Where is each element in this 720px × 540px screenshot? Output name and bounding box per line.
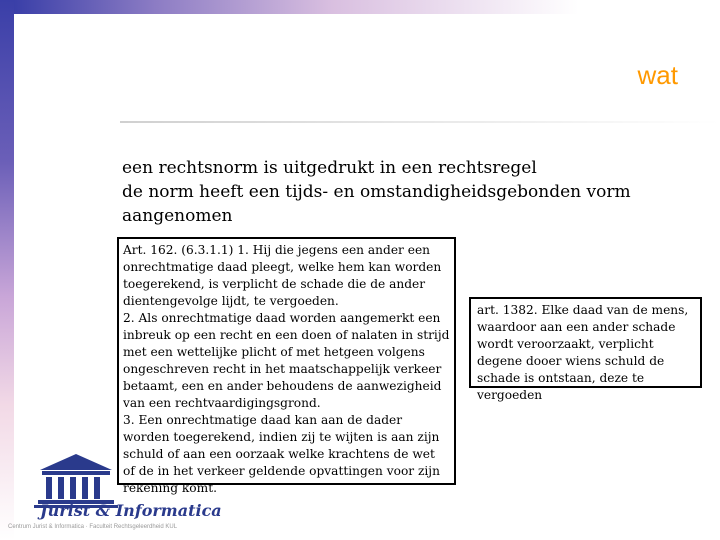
classical-building-icon <box>16 448 226 526</box>
intro-line: de norm heeft een tijds- en omstandigheidsgebonden vorm <box>122 182 631 202</box>
article-paragraph: 3. Een onrechtmatige daad kan aan de dader worden toegerekend, indien zij te wijten is aan zijn schuld of aan een oorzaak welke krachtens de wet of de in het verkeer geldende opvattingen voor zijn rekening komt. <box>123 413 440 495</box>
intro-text <box>122 156 702 228</box>
slide-title: wat <box>637 60 678 90</box>
article-1382-box <box>469 297 702 402</box>
intro-line: een rechtsnorm is uitgedrukt in een rechtsregel <box>122 158 537 178</box>
jurist-informatica-logo <box>16 448 226 526</box>
left-gradient-band <box>0 0 14 540</box>
article-paragraph: Art. 162. (6.3.1.1) 1. Hij die jegens een ander een onrechtmatige daad pleegt, welke hem kan worden toegerekend, is verplicht de schade die de ander dientengevolge lijdt, te vergoeden. <box>123 243 442 308</box>
intro-line: aangenomen <box>122 206 233 226</box>
article-paragraph: 2. Als onrechtmatige daad worden aangemerkt een inbreuk op een recht en een doen of nalaten in strijd met een wettelijke plicht of met hetgeen volgens ongeschreven recht in het maatschappelijk verkeer betaamt, een en ander behoudens de aanwezigheid van een rechtvaardigingsgrond. <box>123 311 450 410</box>
title-divider <box>120 121 720 123</box>
footer-text: Centrum Jurist & Informatica · Faculteit Rechtsgeleerdheid KUL <box>8 524 178 530</box>
article-text: art. 1382. Elke daad van de mens, waardoor aan een ander schade wordt veroorzaakt, verplicht degene dooer wiens schuld de schade is ontstaan, deze te vergoeden <box>477 303 689 402</box>
top-gradient-band <box>14 0 720 14</box>
logo-text: Jurist & Informatica <box>40 501 222 520</box>
